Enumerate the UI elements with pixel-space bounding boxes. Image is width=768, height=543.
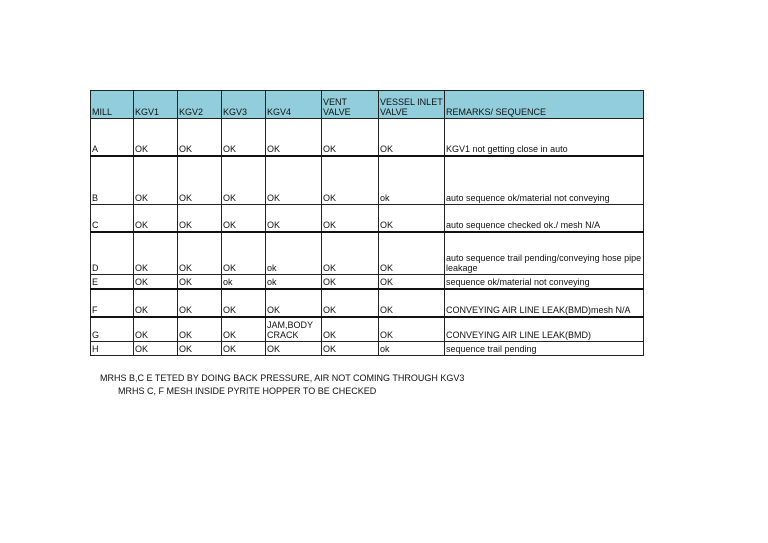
table-cell: D — [91, 232, 134, 275]
table-cell: OK — [222, 342, 266, 356]
header-cell: VESSEL INLET VALVE — [379, 91, 445, 119]
table-cell: sequence ok/material not conveying — [445, 275, 644, 289]
table-cell: OK — [266, 342, 322, 356]
table-cell: ok — [379, 156, 445, 205]
table-cell: OK — [322, 205, 379, 232]
table-cell: auto sequence trail pending/conveying hose pipe leakage — [445, 232, 644, 275]
header-cell: REMARKS/ SEQUENCE — [445, 91, 644, 119]
header-row — [91, 91, 644, 119]
table-cell: OK — [322, 156, 379, 205]
table-cell: OK — [134, 317, 178, 342]
header-cell: KGV2 — [178, 91, 222, 119]
table-cell: OK — [134, 119, 178, 156]
table-row — [91, 205, 644, 232]
table-cell: OK — [266, 205, 322, 232]
table-cell: G — [91, 317, 134, 342]
table-cell: OK — [266, 156, 322, 205]
table-row — [91, 156, 644, 205]
header-cell: KGV3 — [222, 91, 266, 119]
table-row — [91, 119, 644, 156]
table-cell: OK — [379, 232, 445, 275]
table-cell: OK — [178, 342, 222, 356]
table-cell: OK — [379, 205, 445, 232]
table-cell: OK — [178, 289, 222, 317]
table-cell: OK — [379, 119, 445, 156]
table-cell: KGV1 not getting close in auto — [445, 119, 644, 156]
mill-status-table — [90, 90, 644, 356]
table-cell: C — [91, 205, 134, 232]
note-line: MRHS C, F MESH INSIDE PYRITE HOPPER TO BE CHECKED — [118, 386, 377, 396]
table-cell: OK — [178, 232, 222, 275]
header-cell: VENT VALVE — [322, 91, 379, 119]
table-cell: OK — [266, 289, 322, 317]
table-row — [91, 232, 644, 275]
table-cell: OK — [134, 342, 178, 356]
header-cell: MILL — [91, 91, 134, 119]
table-cell: CONVEYING AIR LINE LEAK(BMD) — [445, 317, 644, 342]
table-cell: OK — [322, 119, 379, 156]
table-cell: JAM,BODY CRACK — [266, 317, 322, 342]
table-cell: OK — [379, 275, 445, 289]
table-cell: OK — [134, 275, 178, 289]
notes — [100, 372, 464, 398]
table-cell: OK — [379, 317, 445, 342]
table-cell: OK — [222, 289, 266, 317]
table-cell: B — [91, 156, 134, 205]
table-cell: OK — [222, 119, 266, 156]
table-cell: OK — [322, 317, 379, 342]
table-cell: OK — [178, 317, 222, 342]
table-cell: ok — [222, 275, 266, 289]
table-cell: OK — [322, 275, 379, 289]
table-cell: OK — [134, 205, 178, 232]
table-cell: OK — [134, 289, 178, 317]
table-cell: ok — [266, 232, 322, 275]
table-cell: OK — [379, 289, 445, 317]
table-cell: E — [91, 275, 134, 289]
table-cell: ok — [266, 275, 322, 289]
table-cell: OK — [134, 156, 178, 205]
table-cell: OK — [322, 289, 379, 317]
table-cell: OK — [222, 317, 266, 342]
table-cell: OK — [178, 205, 222, 232]
table-row — [91, 342, 644, 356]
table-cell: OK — [222, 232, 266, 275]
table-cell: CONVEYING AIR LINE LEAK(BMD)mesh N/A — [445, 289, 644, 317]
table-cell: OK — [178, 156, 222, 205]
table-cell: OK — [222, 205, 266, 232]
table-cell: sequence trail pending — [445, 342, 644, 356]
table-cell: OK — [222, 156, 266, 205]
table-cell: A — [91, 119, 134, 156]
table-cell: auto sequence ok/material not conveying — [445, 156, 644, 205]
table-row — [91, 317, 644, 342]
table-cell: OK — [266, 119, 322, 156]
header-cell: KGV1 — [134, 91, 178, 119]
table-cell: OK — [322, 342, 379, 356]
table-cell: H — [91, 342, 134, 356]
table-cell: F — [91, 289, 134, 317]
table-row — [91, 289, 644, 317]
table-row — [91, 275, 644, 289]
table-cell: OK — [134, 232, 178, 275]
note-line: MRHS B,C E TETED BY DOING BACK PRESSURE, AIR NOT COMING THROUGH KGV3 — [100, 373, 465, 383]
table-cell: OK — [178, 275, 222, 289]
table-cell: auto sequence checked ok./ mesh N/A — [445, 205, 644, 232]
header-cell: KGV4 — [266, 91, 322, 119]
table-cell: OK — [322, 232, 379, 275]
table-cell: OK — [178, 119, 222, 156]
table-cell: ok — [379, 342, 445, 356]
